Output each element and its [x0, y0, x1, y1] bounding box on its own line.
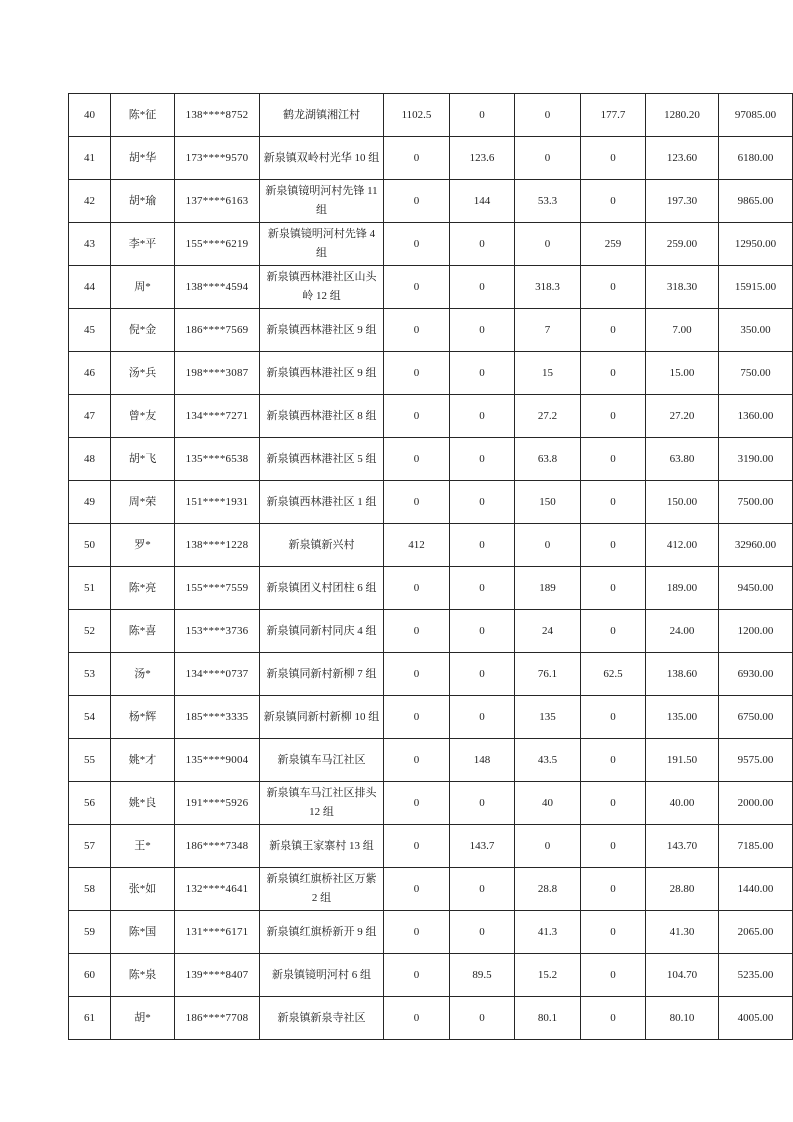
cell-amount: 15915.00 — [719, 266, 793, 309]
cell-amount: 9450.00 — [719, 567, 793, 610]
cell-amount: 350.00 — [719, 309, 793, 352]
cell-value-4: 0 — [581, 266, 646, 309]
cell-value-2: 0 — [450, 223, 515, 266]
cell-seq: 55 — [69, 739, 111, 782]
cell-value-4: 0 — [581, 610, 646, 653]
cell-amount: 1360.00 — [719, 395, 793, 438]
cell-address: 新泉镇西林港社区 1 组 — [260, 481, 384, 524]
cell-amount: 3190.00 — [719, 438, 793, 481]
cell-phone: 137****6163 — [175, 180, 260, 223]
cell-value-3: 0 — [515, 94, 581, 137]
cell-value-3: 24 — [515, 610, 581, 653]
cell-value-4: 0 — [581, 309, 646, 352]
cell-seq: 52 — [69, 610, 111, 653]
cell-total: 135.00 — [646, 696, 719, 739]
table-row — [69, 696, 793, 739]
cell-value-2: 0 — [450, 524, 515, 567]
cell-value-4: 0 — [581, 954, 646, 997]
cell-seq: 51 — [69, 567, 111, 610]
cell-value-2: 0 — [450, 997, 515, 1040]
cell-total: 40.00 — [646, 782, 719, 825]
cell-phone: 134****7271 — [175, 395, 260, 438]
table-row — [69, 610, 793, 653]
table-row — [69, 266, 793, 309]
cell-name: 胡*瑜 — [111, 180, 175, 223]
cell-amount: 32960.00 — [719, 524, 793, 567]
cell-seq: 59 — [69, 911, 111, 954]
cell-address: 新泉镇红旗桥新开 9 组 — [260, 911, 384, 954]
table-row — [69, 137, 793, 180]
cell-value-4: 0 — [581, 825, 646, 868]
cell-phone: 131****6171 — [175, 911, 260, 954]
cell-seq: 48 — [69, 438, 111, 481]
cell-total: 15.00 — [646, 352, 719, 395]
cell-value-3: 43.5 — [515, 739, 581, 782]
cell-value-1: 412 — [384, 524, 450, 567]
cell-seq: 47 — [69, 395, 111, 438]
cell-value-3: 53.3 — [515, 180, 581, 223]
cell-value-4: 0 — [581, 524, 646, 567]
cell-value-3: 135 — [515, 696, 581, 739]
cell-name: 王* — [111, 825, 175, 868]
cell-name: 姚*才 — [111, 739, 175, 782]
cell-total: 191.50 — [646, 739, 719, 782]
cell-value-2: 0 — [450, 696, 515, 739]
cell-value-3: 0 — [515, 137, 581, 180]
cell-value-4: 0 — [581, 997, 646, 1040]
cell-value-2: 0 — [450, 868, 515, 911]
cell-name: 杨*辉 — [111, 696, 175, 739]
cell-value-1: 0 — [384, 481, 450, 524]
cell-seq: 44 — [69, 266, 111, 309]
cell-address: 新泉镇同新村新柳 10 组 — [260, 696, 384, 739]
cell-name: 张*如 — [111, 868, 175, 911]
cell-address: 新泉镇西林港社区 9 组 — [260, 309, 384, 352]
cell-value-3: 76.1 — [515, 653, 581, 696]
cell-value-3: 63.8 — [515, 438, 581, 481]
cell-total: 412.00 — [646, 524, 719, 567]
cell-value-2: 0 — [450, 94, 515, 137]
cell-value-1: 0 — [384, 696, 450, 739]
cell-amount: 6180.00 — [719, 137, 793, 180]
cell-total: 80.10 — [646, 997, 719, 1040]
cell-address: 新泉镇西林港社区 5 组 — [260, 438, 384, 481]
cell-value-3: 15.2 — [515, 954, 581, 997]
cell-value-1: 0 — [384, 180, 450, 223]
cell-total: 143.70 — [646, 825, 719, 868]
cell-value-2: 144 — [450, 180, 515, 223]
table-row — [69, 825, 793, 868]
cell-phone: 138****4594 — [175, 266, 260, 309]
cell-value-3: 0 — [515, 524, 581, 567]
cell-value-4: 0 — [581, 739, 646, 782]
table-row — [69, 395, 793, 438]
cell-value-2: 0 — [450, 309, 515, 352]
cell-address: 新泉镇西林港社区 9 组 — [260, 352, 384, 395]
cell-name: 陈*国 — [111, 911, 175, 954]
cell-value-4: 0 — [581, 438, 646, 481]
cell-total: 104.70 — [646, 954, 719, 997]
cell-amount: 6750.00 — [719, 696, 793, 739]
cell-amount: 6930.00 — [719, 653, 793, 696]
cell-value-2: 0 — [450, 911, 515, 954]
cell-phone: 138****8752 — [175, 94, 260, 137]
cell-value-2: 123.6 — [450, 137, 515, 180]
cell-value-3: 15 — [515, 352, 581, 395]
cell-name: 倪*金 — [111, 309, 175, 352]
table-row — [69, 739, 793, 782]
cell-phone: 186****7569 — [175, 309, 260, 352]
cell-address: 新泉镇王家寨村 13 组 — [260, 825, 384, 868]
cell-value-3: 7 — [515, 309, 581, 352]
table-row — [69, 352, 793, 395]
cell-total: 189.00 — [646, 567, 719, 610]
cell-total: 1280.20 — [646, 94, 719, 137]
cell-value-4: 0 — [581, 481, 646, 524]
table-row — [69, 481, 793, 524]
cell-address: 新泉镇镜明河村 6 组 — [260, 954, 384, 997]
cell-seq: 42 — [69, 180, 111, 223]
cell-name: 陈*征 — [111, 94, 175, 137]
cell-amount: 12950.00 — [719, 223, 793, 266]
cell-value-1: 0 — [384, 868, 450, 911]
cell-amount: 2000.00 — [719, 782, 793, 825]
cell-value-2: 148 — [450, 739, 515, 782]
cell-phone: 173****9570 — [175, 137, 260, 180]
cell-phone: 155****7559 — [175, 567, 260, 610]
cell-seq: 43 — [69, 223, 111, 266]
cell-value-1: 0 — [384, 309, 450, 352]
cell-value-2: 0 — [450, 395, 515, 438]
table-row — [69, 954, 793, 997]
cell-total: 41.30 — [646, 911, 719, 954]
cell-value-3: 41.3 — [515, 911, 581, 954]
table-container — [68, 93, 793, 1040]
cell-value-3: 0 — [515, 223, 581, 266]
cell-phone: 135****9004 — [175, 739, 260, 782]
cell-seq: 45 — [69, 309, 111, 352]
cell-phone: 155****6219 — [175, 223, 260, 266]
cell-name: 汤* — [111, 653, 175, 696]
cell-seq: 49 — [69, 481, 111, 524]
cell-value-3: 150 — [515, 481, 581, 524]
table-row — [69, 997, 793, 1040]
cell-name: 李*平 — [111, 223, 175, 266]
cell-total: 150.00 — [646, 481, 719, 524]
cell-amount: 5235.00 — [719, 954, 793, 997]
cell-value-2: 0 — [450, 438, 515, 481]
cell-address: 新泉镇新兴村 — [260, 524, 384, 567]
cell-value-1: 0 — [384, 223, 450, 266]
cell-value-3: 28.8 — [515, 868, 581, 911]
cell-seq: 50 — [69, 524, 111, 567]
cell-name: 胡*华 — [111, 137, 175, 180]
cell-address: 新泉镇西林港社区 8 组 — [260, 395, 384, 438]
cell-address: 新泉镇镜明河村先锋 11 组 — [260, 180, 384, 223]
cell-phone: 134****0737 — [175, 653, 260, 696]
cell-phone: 139****8407 — [175, 954, 260, 997]
table-row — [69, 223, 793, 266]
cell-value-1: 0 — [384, 395, 450, 438]
cell-total: 28.80 — [646, 868, 719, 911]
cell-seq: 60 — [69, 954, 111, 997]
cell-value-4: 0 — [581, 180, 646, 223]
cell-value-4: 0 — [581, 137, 646, 180]
cell-value-4: 0 — [581, 395, 646, 438]
cell-address: 新泉镇双岭村光华 10 组 — [260, 137, 384, 180]
cell-value-2: 89.5 — [450, 954, 515, 997]
cell-phone: 198****3087 — [175, 352, 260, 395]
cell-value-1: 0 — [384, 653, 450, 696]
cell-amount: 4005.00 — [719, 997, 793, 1040]
table-row — [69, 438, 793, 481]
cell-amount: 9575.00 — [719, 739, 793, 782]
cell-phone: 191****5926 — [175, 782, 260, 825]
cell-phone: 186****7348 — [175, 825, 260, 868]
cell-total: 318.30 — [646, 266, 719, 309]
cell-address: 新泉镇红旗桥社区万紫 2 组 — [260, 868, 384, 911]
cell-value-1: 0 — [384, 438, 450, 481]
cell-address: 新泉镇同新村新柳 7 组 — [260, 653, 384, 696]
cell-amount: 2065.00 — [719, 911, 793, 954]
cell-name: 陈*泉 — [111, 954, 175, 997]
cell-phone: 185****3335 — [175, 696, 260, 739]
cell-name: 姚*良 — [111, 782, 175, 825]
cell-phone: 132****4641 — [175, 868, 260, 911]
cell-value-3: 27.2 — [515, 395, 581, 438]
cell-phone: 151****1931 — [175, 481, 260, 524]
cell-value-3: 318.3 — [515, 266, 581, 309]
cell-phone: 138****1228 — [175, 524, 260, 567]
subsidy-table — [68, 93, 793, 1040]
cell-amount: 1200.00 — [719, 610, 793, 653]
cell-value-1: 0 — [384, 137, 450, 180]
cell-total: 7.00 — [646, 309, 719, 352]
cell-amount: 750.00 — [719, 352, 793, 395]
cell-amount: 7500.00 — [719, 481, 793, 524]
cell-address: 新泉镇车马江社区 — [260, 739, 384, 782]
cell-address: 新泉镇车马江社区排头 12 组 — [260, 782, 384, 825]
cell-seq: 53 — [69, 653, 111, 696]
cell-value-1: 0 — [384, 567, 450, 610]
cell-total: 27.20 — [646, 395, 719, 438]
cell-name: 罗* — [111, 524, 175, 567]
table-row — [69, 653, 793, 696]
cell-address: 新泉镇同新村同庆 4 组 — [260, 610, 384, 653]
cell-value-4: 62.5 — [581, 653, 646, 696]
table-row — [69, 868, 793, 911]
cell-value-2: 0 — [450, 352, 515, 395]
cell-total: 259.00 — [646, 223, 719, 266]
cell-value-4: 0 — [581, 782, 646, 825]
cell-total: 63.80 — [646, 438, 719, 481]
table-row — [69, 567, 793, 610]
cell-value-2: 0 — [450, 782, 515, 825]
cell-value-2: 0 — [450, 653, 515, 696]
cell-total: 123.60 — [646, 137, 719, 180]
table-row — [69, 524, 793, 567]
cell-value-2: 0 — [450, 266, 515, 309]
cell-value-4: 0 — [581, 911, 646, 954]
cell-value-2: 0 — [450, 610, 515, 653]
cell-value-4: 0 — [581, 696, 646, 739]
cell-value-3: 189 — [515, 567, 581, 610]
cell-value-1: 0 — [384, 610, 450, 653]
cell-value-3: 80.1 — [515, 997, 581, 1040]
cell-phone: 186****7708 — [175, 997, 260, 1040]
cell-total: 197.30 — [646, 180, 719, 223]
cell-value-1: 0 — [384, 825, 450, 868]
cell-value-1: 0 — [384, 954, 450, 997]
cell-seq: 54 — [69, 696, 111, 739]
cell-name: 周*荣 — [111, 481, 175, 524]
cell-seq: 58 — [69, 868, 111, 911]
cell-seq: 41 — [69, 137, 111, 180]
cell-value-2: 0 — [450, 481, 515, 524]
cell-value-4: 259 — [581, 223, 646, 266]
cell-amount: 7185.00 — [719, 825, 793, 868]
cell-value-4: 0 — [581, 567, 646, 610]
cell-total: 24.00 — [646, 610, 719, 653]
cell-seq: 46 — [69, 352, 111, 395]
cell-seq: 56 — [69, 782, 111, 825]
cell-value-1: 0 — [384, 739, 450, 782]
cell-value-1: 0 — [384, 352, 450, 395]
cell-value-4: 0 — [581, 868, 646, 911]
cell-seq: 61 — [69, 997, 111, 1040]
cell-value-2: 143.7 — [450, 825, 515, 868]
table-body — [69, 94, 793, 1040]
cell-value-1: 0 — [384, 911, 450, 954]
cell-amount: 97085.00 — [719, 94, 793, 137]
cell-name: 陈*喜 — [111, 610, 175, 653]
cell-address: 新泉镇镜明河村先锋 4 组 — [260, 223, 384, 266]
table-row — [69, 782, 793, 825]
cell-name: 陈*亮 — [111, 567, 175, 610]
table-row — [69, 94, 793, 137]
cell-amount: 1440.00 — [719, 868, 793, 911]
cell-address: 鹤龙湖镇湘江村 — [260, 94, 384, 137]
cell-name: 汤*兵 — [111, 352, 175, 395]
cell-phone: 135****6538 — [175, 438, 260, 481]
cell-address: 新泉镇西林港社区山头岭 12 组 — [260, 266, 384, 309]
cell-seq: 57 — [69, 825, 111, 868]
cell-value-1: 0 — [384, 266, 450, 309]
cell-value-3: 40 — [515, 782, 581, 825]
cell-name: 周* — [111, 266, 175, 309]
cell-seq: 40 — [69, 94, 111, 137]
table-row — [69, 309, 793, 352]
cell-value-1: 0 — [384, 782, 450, 825]
cell-address: 新泉镇团义村团柱 6 组 — [260, 567, 384, 610]
cell-value-1: 1102.5 — [384, 94, 450, 137]
cell-phone: 153****3736 — [175, 610, 260, 653]
cell-value-1: 0 — [384, 997, 450, 1040]
cell-value-2: 0 — [450, 567, 515, 610]
cell-address: 新泉镇新泉寺社区 — [260, 997, 384, 1040]
cell-value-4: 177.7 — [581, 94, 646, 137]
cell-total: 138.60 — [646, 653, 719, 696]
cell-amount: 9865.00 — [719, 180, 793, 223]
cell-name: 曾*友 — [111, 395, 175, 438]
cell-value-4: 0 — [581, 352, 646, 395]
table-row — [69, 180, 793, 223]
cell-value-3: 0 — [515, 825, 581, 868]
cell-name: 胡* — [111, 997, 175, 1040]
cell-name: 胡*飞 — [111, 438, 175, 481]
table-row — [69, 911, 793, 954]
